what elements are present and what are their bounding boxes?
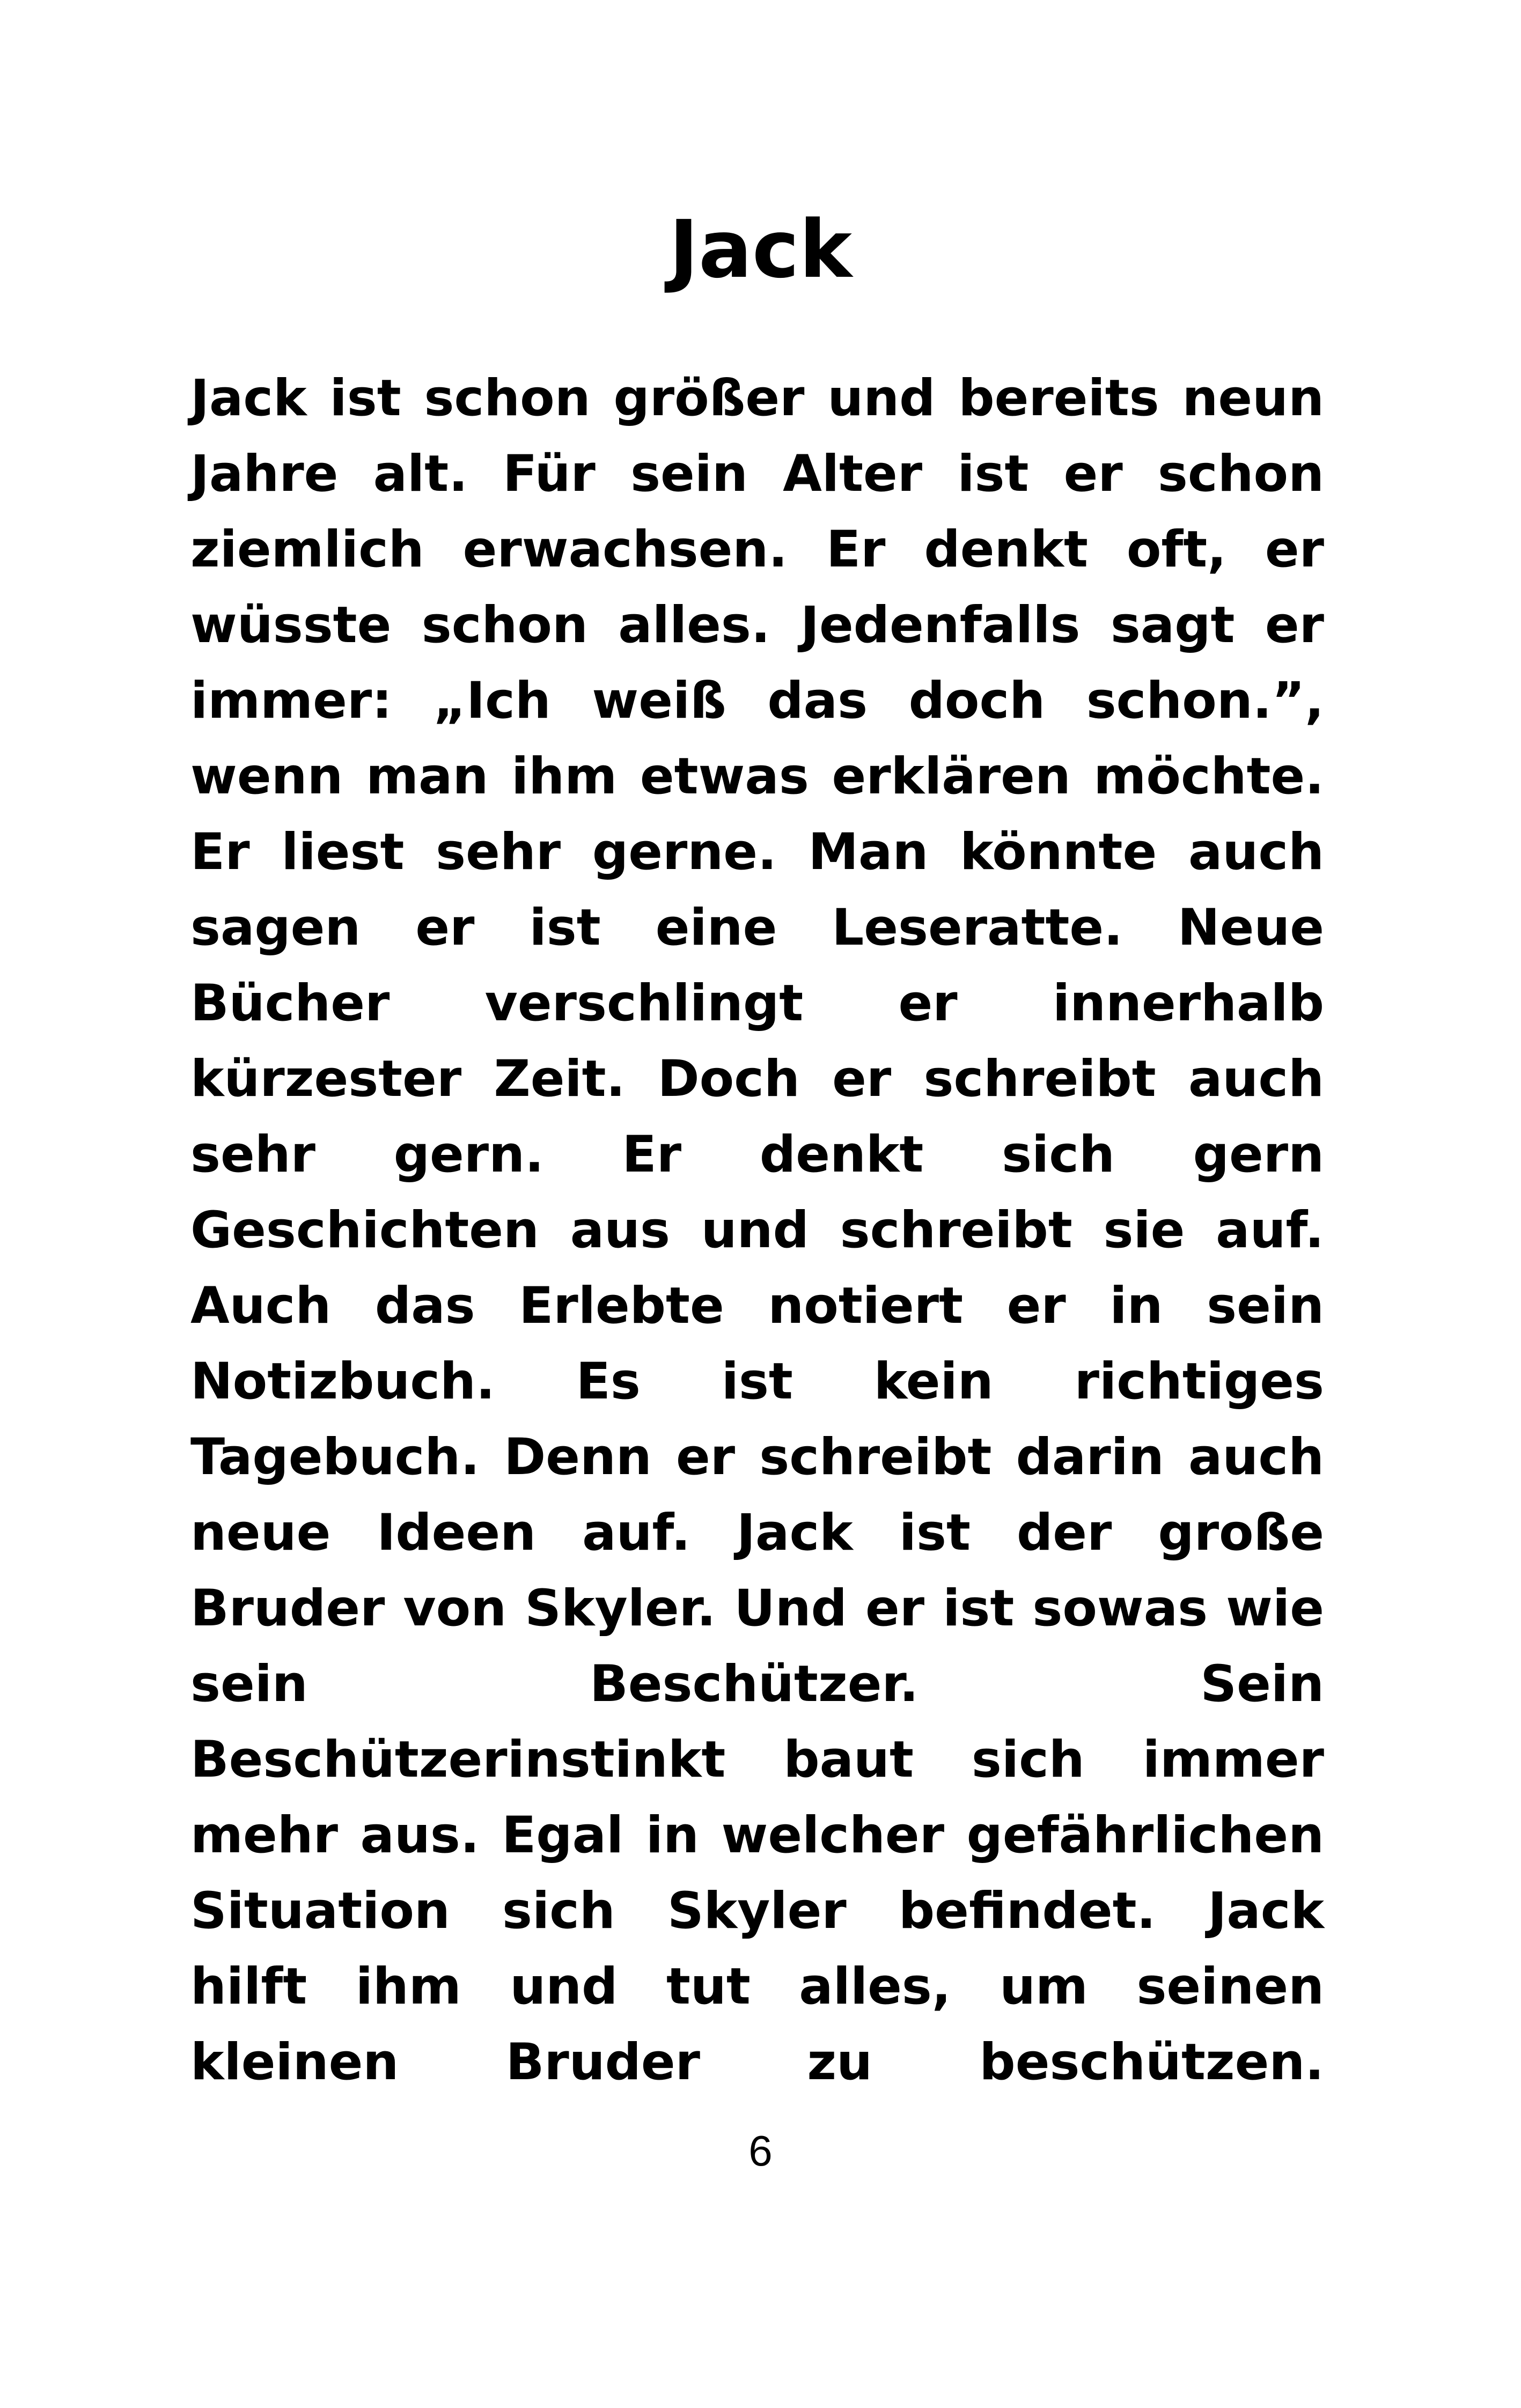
text-line: kürzester Zeit. Doch er schreibt auch — [190, 1050, 1324, 1108]
text-line: Bruder von Skyler. Und er ist sowas wie — [190, 1579, 1324, 1638]
text-line: Bücher verschlingt er innerhalb — [190, 974, 1324, 1033]
text-line: Beschützerinstinkt baut sich immer — [190, 1730, 1324, 1789]
text-line: Er liest sehr gerne. Man könnte auch — [190, 823, 1324, 881]
text-line: kleinen Bruder zu beschützen. — [190, 2033, 1324, 2092]
text-line: wüsste schon alles. Jedenfalls sagt er — [190, 596, 1324, 654]
text-line: Jahre alt. Für sein Alter ist er schon — [190, 445, 1324, 503]
chapter-title: Jack — [668, 203, 853, 296]
text-line: Tagebuch. Denn er schreibt darin auch — [190, 1428, 1324, 1486]
text-line: Auch das Erlebte notiert er in sein — [190, 1277, 1324, 1335]
text-line: sehr gern. Er denkt sich gern — [190, 1125, 1324, 1184]
text-line: sagen er ist eine Leseratte. Neue — [190, 899, 1324, 957]
body-paragraph — [190, 360, 1324, 2100]
text-line: Situation sich Skyler befindet. Jack — [190, 1882, 1324, 1940]
text-line: Notizbuch. Es ist kein richtiges — [190, 1352, 1324, 1411]
text-line: hilft ihm und tut alles, um seinen — [190, 1957, 1324, 2016]
text-line: wenn man ihm etwas erklären möchte. — [190, 747, 1324, 806]
text-line: Geschichten aus und schreibt sie auf. — [190, 1201, 1324, 1260]
text-line: mehr aus. Egal in welcher gefährlichen — [190, 1806, 1324, 1865]
page-number: 6 — [748, 2127, 773, 2175]
text-line: ziemlich erwachsen. Er denkt oft, er — [190, 520, 1324, 579]
text-line: sein Beschützer. Sein — [190, 1655, 1324, 1713]
text-line: Jack ist schon größer und bereits neun — [190, 369, 1324, 428]
text-line: neue Ideen auf. Jack ist der große — [190, 1504, 1324, 1562]
text-line: immer: „Ich weiß das doch schon.”, — [190, 672, 1324, 730]
